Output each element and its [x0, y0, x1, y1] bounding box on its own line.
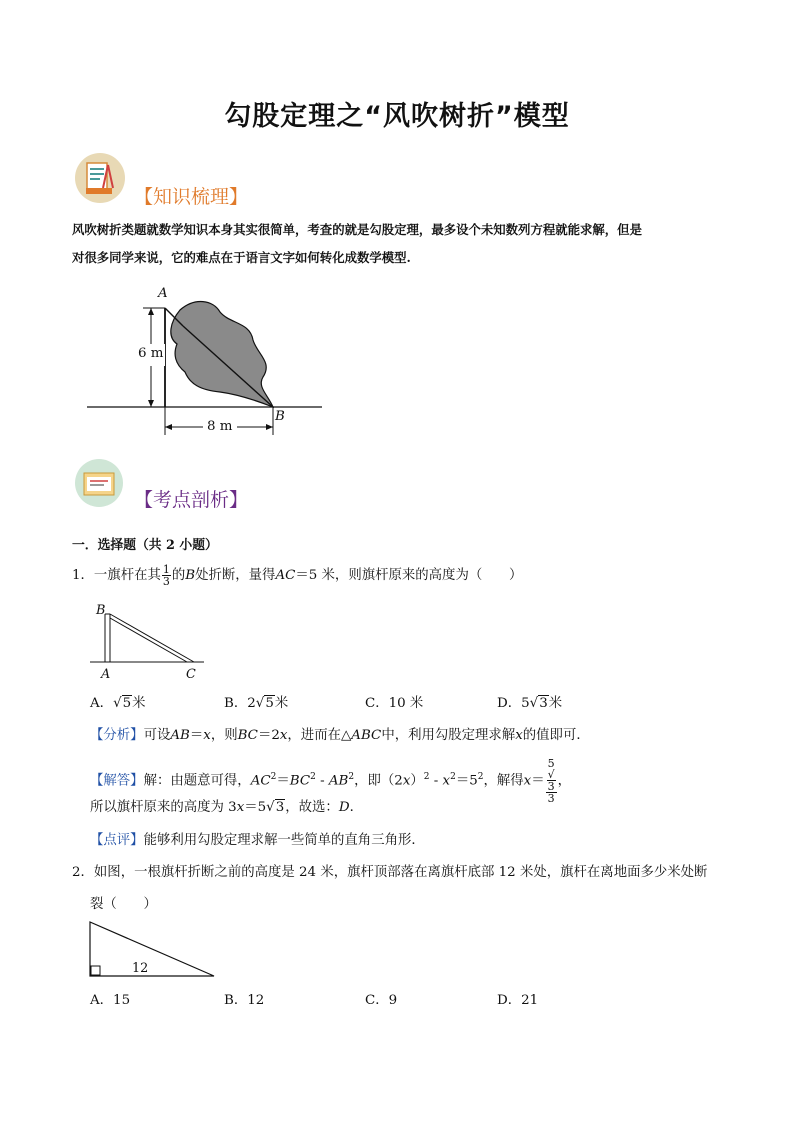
q1-stem: 1．一旗杆在其 $\frac{1}{3}$ 的B处折断，量得AC＝5 米，则旗杆原来的高度为（ ）	[72, 563, 523, 588]
intro-line-2: 对很多同学来说，它的难点在于语言文字如何转化成数学模型.	[72, 250, 411, 265]
q2-option-b[interactable]: B．12	[224, 993, 265, 1008]
part-heading: 一．选择题（共 2 小题）	[72, 538, 218, 553]
q1-solution-fraction: 5 √ 3 3	[547, 757, 555, 805]
q2-figure	[86, 920, 218, 980]
q2-option-c[interactable]: C．9	[365, 993, 398, 1008]
q2-stem-line-1: 2．如图，一根旗杆折断之前的高度是 24 米，旗杆顶部落在离旗杆底部 12 米处，旗杆在离地面多少米处断	[72, 865, 708, 880]
intro-line-1: 风吹树折类题就数学知识本身其实很简单，考查的就是勾股定理，最多设个未知数列方程就能求解，但是	[72, 222, 642, 237]
q1-comment: 【点评】能够利用勾股定理求解一些简单的直角三角形．	[90, 833, 425, 848]
tree-break-figure	[85, 282, 325, 442]
fig1-height: 6 m	[138, 346, 164, 361]
q1-conclusion: 所以旗杆原来的高度为 3x＝5√3，故选：D．	[90, 800, 363, 815]
q1-option-d[interactable]: D．5√3米	[497, 696, 563, 711]
section-analysis-label: 【考点剖析】	[134, 489, 249, 511]
section-knowledge-label: 【知识梳理】	[134, 186, 249, 208]
q1-figure	[88, 602, 208, 666]
q1-option-c[interactable]: C．10 米	[365, 696, 424, 711]
q1-fig-b: B	[96, 603, 106, 618]
q2-option-d[interactable]: D．21	[497, 993, 539, 1008]
q1-solution: 【解答】解：由题意可得，$AC^2=BC^2 - AB^2$，即$(2x)^2 - x^2=5^2$，解得x＝ 5 √ 3 3 ，	[90, 757, 572, 805]
fig1-label-b: B	[275, 409, 285, 424]
q2-stem-line-2: 裂（ ）	[90, 897, 157, 912]
fig1-label-a: A	[158, 286, 168, 301]
folder-icon	[74, 458, 124, 508]
q1-fig-c: C	[186, 667, 196, 682]
q1-fraction: $\frac{1}{3}$	[162, 563, 170, 588]
q1-option-a[interactable]: A．√5米	[90, 696, 146, 711]
q1-fig-a: A	[101, 667, 111, 682]
fig1-width: 8 m	[207, 419, 233, 434]
q1-option-b[interactable]: B．2√5米	[224, 696, 289, 711]
q2-fig-label: 12	[132, 961, 149, 976]
notebook-icon	[74, 152, 126, 204]
q1-analysis: 【分析】可设AB＝x，则BC＝2x，进而在△ABC中，利用勾股定理求解x的值即可．	[90, 728, 590, 743]
q2-option-a[interactable]: A．15	[90, 993, 131, 1008]
page-title: 勾股定理之“风吹树折”模型	[224, 101, 570, 132]
